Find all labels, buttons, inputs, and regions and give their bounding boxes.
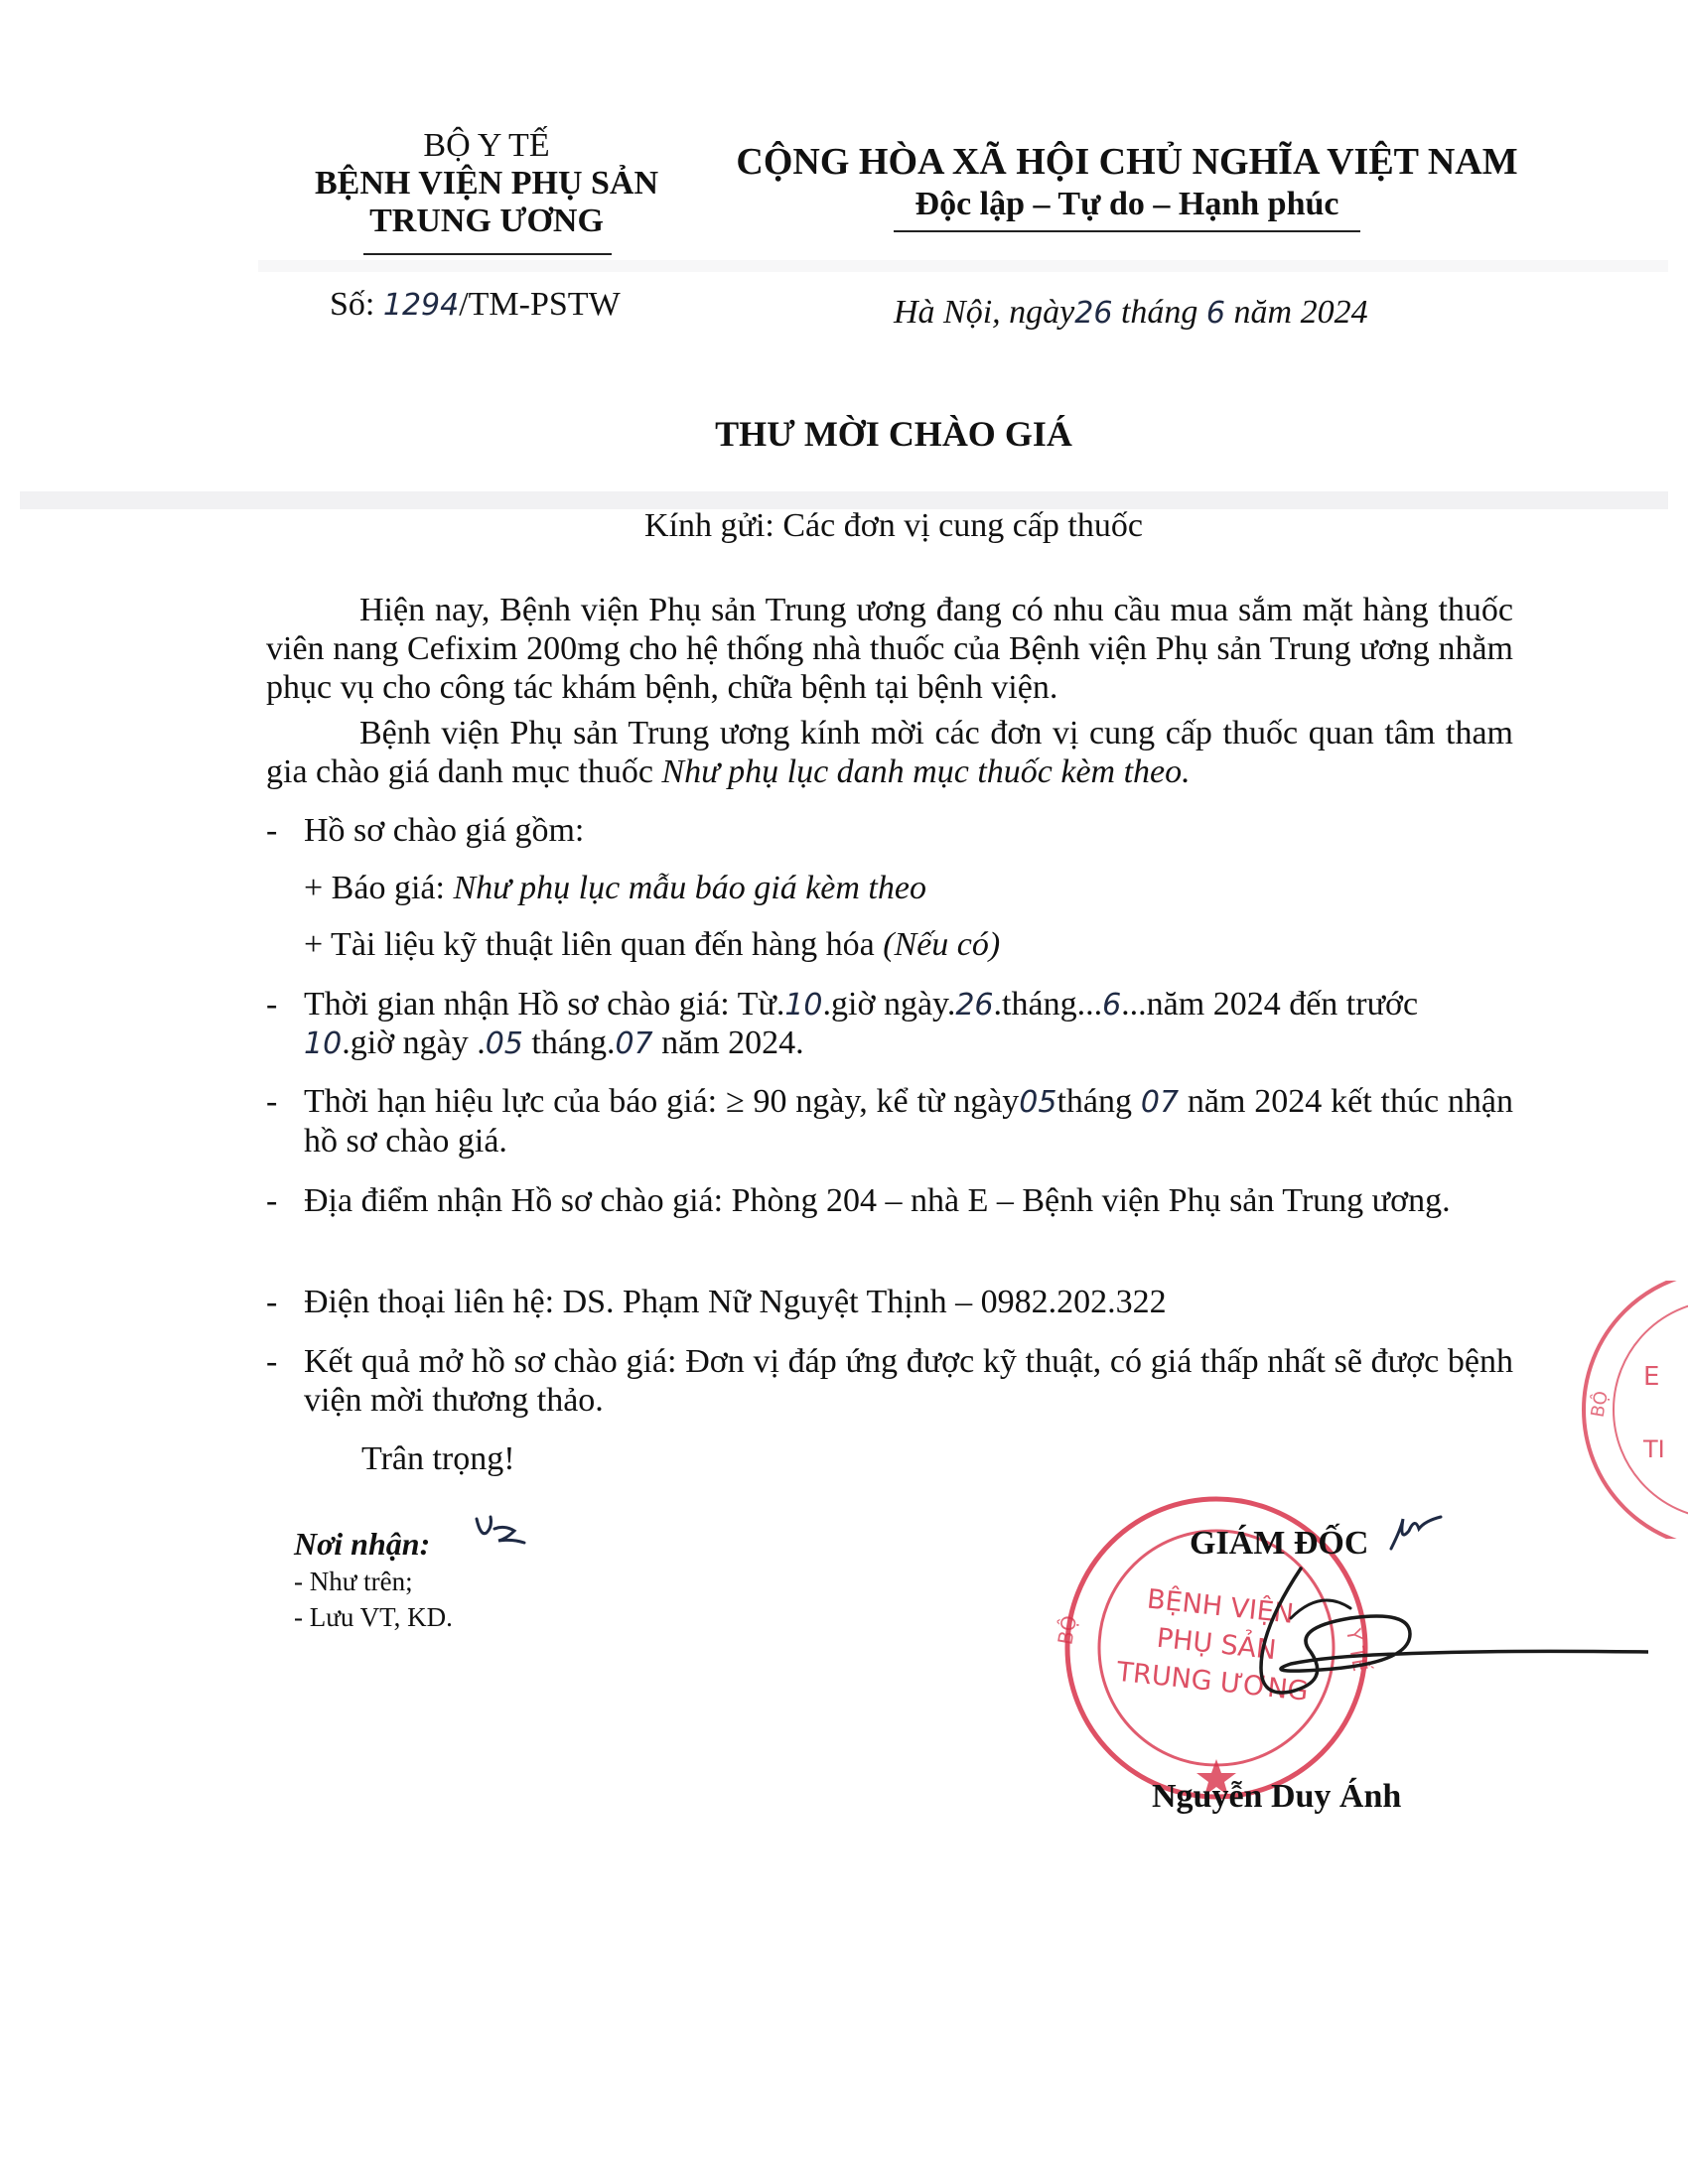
- item-dash: -: [266, 1083, 278, 1120]
- item-location: [266, 1181, 1513, 1220]
- invitation-italic: Như phụ lục danh mục thuốc kèm theo.: [661, 753, 1191, 790]
- hospital-name-line2: TRUNG ƯƠNG: [369, 203, 604, 239]
- validity-text-c: năm 2024 kết thúc nhận hồ sơ chào giá.: [304, 1083, 1513, 1160]
- result-text: Kết quả mở hồ sơ chào giá: Đơn vị đáp ứng được kỹ thuật, có giá thấp nhất sẽ được bệnh viện mời thương thảo.: [304, 1343, 1513, 1419]
- time-text-f: tháng.: [522, 1024, 616, 1061]
- validity-text: [304, 1082, 1513, 1160]
- time-text-c: .tháng...: [993, 986, 1103, 1023]
- item-dash: -: [266, 1343, 278, 1380]
- item-dash: -: [266, 1182, 278, 1219]
- date-prefix: Hà Nội, ngày: [894, 294, 1075, 331]
- closing-text: Trân trọng!: [361, 1440, 515, 1477]
- paragraph-invitation: [266, 714, 1513, 791]
- stamp-ring-right: Y TẾ: [1341, 1626, 1373, 1674]
- item-time-cont: [304, 1024, 1495, 1063]
- item-result: [266, 1342, 1513, 1420]
- item-time: [266, 985, 1513, 1024]
- document-number: [330, 286, 621, 325]
- item-validity: [266, 1082, 1513, 1160]
- date-month-label: tháng: [1120, 294, 1198, 331]
- phone-text: Điện thoại liên hệ: DS. Phạm Nữ Nguyệt Thịnh – 0982.202.322: [304, 1284, 1167, 1320]
- initials-mark: [471, 1509, 540, 1559]
- time-text-b: .giờ ngày.: [822, 986, 956, 1023]
- scan-streak: [258, 260, 1668, 272]
- side-stamp-text-1: E: [1643, 1362, 1660, 1392]
- validity-text-a: Thời hạn hiệu lực của báo giá: ≥ 90 ngày, kể từ ngày: [304, 1083, 1020, 1120]
- item-dash: -: [266, 812, 278, 849]
- signer-name: Nguyễn Duy Ánh: [1152, 1778, 1402, 1815]
- recipient-line: Kính gửi: Các đơn vị cung cấp thuốc: [644, 507, 1143, 544]
- date-year: năm 2024: [1233, 294, 1368, 331]
- quote-italic: Như phụ lục mẫu báo giá kèm theo: [453, 870, 926, 906]
- time-hour-end: 10: [304, 1026, 343, 1061]
- date-day-handwritten: 26: [1074, 296, 1113, 331]
- time-day-start: 26: [955, 988, 994, 1023]
- stamp-ring-left: BỘ: [1053, 1613, 1082, 1647]
- item-quote: [304, 869, 1495, 907]
- time-day-end: 05: [485, 1026, 523, 1061]
- side-stamp-text-2: BỘ: [1587, 1389, 1613, 1420]
- document-date: [894, 294, 1368, 333]
- stamp-text-line3: TRUNG ƯƠNG: [1115, 1656, 1310, 1707]
- header-left: [268, 127, 705, 240]
- item-dash: -: [266, 986, 278, 1023]
- time-hour-start: 10: [784, 988, 823, 1023]
- hospital-name-line1: BỆNH VIỆN PHỤ SẢN: [314, 165, 659, 202]
- item-dash: -: [266, 1284, 278, 1320]
- validity-day: 05: [1019, 1085, 1057, 1120]
- time-text-e: .giờ ngày .: [342, 1024, 486, 1061]
- motto-underline: [894, 230, 1360, 232]
- quote-label: + Báo giá:: [304, 870, 454, 906]
- paragraph-intro: Hiện nay, Bệnh viện Phụ sản Trung ương đang có nhu cầu mua sắm mặt hàng thuốc viên nang Cefixim 200mg cho hệ thống nhà thuốc của Bệnh viện Phụ sản Trung ương nhằm phục vụ cho công tác khám bệnh, chữa bệnh tại bệnh viện.: [266, 592, 1513, 706]
- recipients-line1: - Như trên;: [294, 1567, 413, 1596]
- ministry-name: BỘ Y TẾ: [423, 127, 550, 164]
- time-text-d: ...năm 2024 đến trước: [1121, 986, 1419, 1023]
- item-phone: [266, 1283, 1513, 1321]
- location-text: Địa điểm nhận Hồ sơ chào giá: Phòng 204 – nhà E – Bệnh viện Phụ sản Trung ương.: [304, 1182, 1451, 1219]
- side-stamp-text-3: TI: [1643, 1435, 1665, 1463]
- number-handwritten: 1294: [382, 288, 460, 323]
- item-technical: [304, 925, 1495, 964]
- validity-month: 07: [1140, 1085, 1180, 1120]
- dossier-text: Hồ sơ chào giá gồm:: [304, 812, 585, 849]
- stamp-text-line1: BỆNH VIỆN: [1145, 1583, 1296, 1630]
- recipients-label: Nơi nhận:: [294, 1526, 431, 1562]
- time-text-g: năm 2024.: [652, 1024, 804, 1061]
- tech-label: + Tài liệu kỹ thuật liên quan đến hàng hóa: [304, 926, 884, 963]
- time-month-start: 6: [1102, 988, 1122, 1023]
- date-month-handwritten: 6: [1205, 296, 1226, 331]
- time-text-a: Thời gian nhận Hồ sơ chào giá: Từ.: [304, 986, 785, 1023]
- tech-italic: (Nếu có): [883, 926, 1001, 963]
- time-month-end: 07: [615, 1026, 653, 1061]
- signature-scribble: [1142, 1549, 1648, 1717]
- document-title: THƯ MỜI CHÀO GIÁ: [715, 414, 1072, 454]
- signer-role: GIÁM ĐỐC: [1190, 1525, 1369, 1562]
- stamp-text-line2: PHỤ SẢN: [1155, 1622, 1278, 1667]
- recipients-line2: - Lưu VT, KD.: [294, 1602, 453, 1632]
- number-prefix: Số:: [330, 286, 375, 323]
- item-dossier: [266, 811, 1513, 850]
- national-motto: Độc lập – Tự do – Hạnh phúc: [914, 186, 1339, 222]
- header-left-underline: [363, 253, 612, 255]
- validity-text-b: tháng: [1056, 1083, 1141, 1120]
- country-name: CỘNG HÒA XÃ HỘI CHỦ NGHĨA VIỆT NAM: [736, 141, 1518, 183]
- invitation-text: Bệnh viện Phụ sản Trung ương kính mời các đơn vị cung cấp thuốc quan tâm tham gia chào giá danh mục thuốc: [266, 715, 1513, 790]
- number-suffix: /TM-PSTW: [459, 286, 621, 323]
